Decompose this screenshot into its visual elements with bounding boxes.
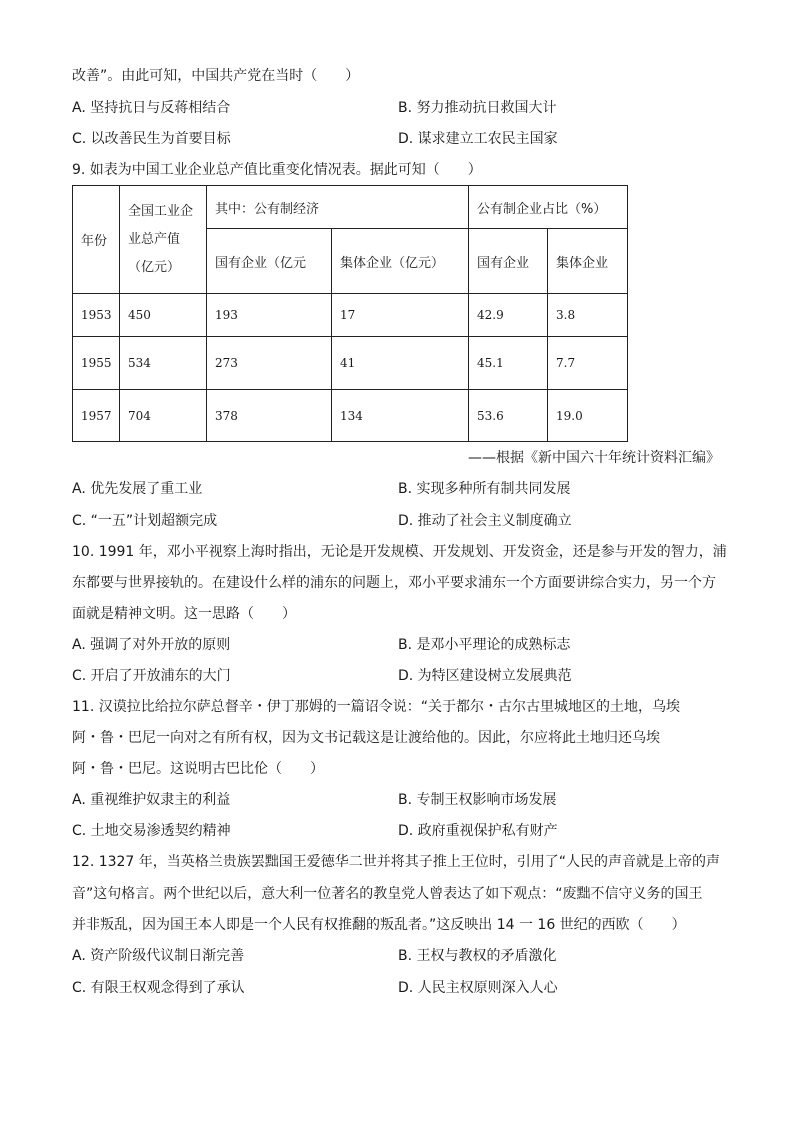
q9-option-b[interactable]: B. 实现多种所有制共同发展 bbox=[398, 481, 571, 497]
q8-option-d[interactable]: D. 谋求建立工农民主国家 bbox=[398, 131, 558, 147]
cell-collective-share: 7.7 bbox=[548, 337, 628, 390]
header-collective-output: 集体企业（亿元） bbox=[332, 229, 469, 294]
cell-collective: 134 bbox=[332, 390, 469, 442]
cell-state-share: 45.1 bbox=[469, 337, 548, 390]
header-year: 年份 bbox=[73, 186, 120, 294]
cell-year: 1953 bbox=[73, 294, 120, 337]
question-10-line-2: 东都要与世界接轨的。在建设什么样的浦东的问题上，邓小平要求浦东一个方面要讲综合实力，另一个方 bbox=[72, 575, 716, 591]
question-11-line-3: 阿・鲁・巴尼。这说明古巴比伦（ ） bbox=[72, 761, 324, 777]
question-10-line-3: 面就是精神文明。这一思路（ ） bbox=[72, 606, 296, 622]
question-9-stem: 9. 如表为中国工业企业总产值比重变化情况表。据此可知（ ） bbox=[72, 162, 482, 178]
q11-option-d[interactable]: D. 政府重视保护私有财产 bbox=[398, 823, 558, 839]
cell-year: 1955 bbox=[73, 337, 120, 390]
table-header-row-1 bbox=[73, 186, 628, 229]
q8-option-b[interactable]: B. 努力推动抗日救国大计 bbox=[398, 100, 557, 116]
cell-state-share: 53.6 bbox=[469, 390, 548, 442]
table-row bbox=[73, 294, 628, 337]
q12-option-b[interactable]: B. 王权与教权的矛盾激化 bbox=[398, 948, 557, 964]
question-8-stem-tail: 改善”。由此可知，中国共产党在当时（ ） bbox=[72, 68, 360, 84]
industry-output-table bbox=[72, 185, 628, 442]
q12-option-d[interactable]: D. 人民主权原则深入人心 bbox=[398, 980, 558, 996]
q10-option-d[interactable]: D. 为特区建设树立发展典范 bbox=[398, 668, 572, 684]
header-state-share: 国有企业 bbox=[469, 229, 548, 294]
question-12-line-3: 并非叛乱，因为国王本人即是一个人民有权推翻的叛乱者。”这反映出 14 一 16 世纪的西欧（ ） bbox=[72, 917, 686, 933]
q8-option-c[interactable]: C. 以改善民生为首要目标 bbox=[72, 131, 231, 147]
cell-state: 193 bbox=[207, 294, 332, 337]
q10-option-c[interactable]: C. 开启了开放浦东的大门 bbox=[72, 668, 231, 684]
q11-option-c[interactable]: C. 土地交易渗透契约精神 bbox=[72, 823, 231, 839]
q10-option-b[interactable]: B. 是邓小平理论的成熟标志 bbox=[398, 637, 571, 653]
cell-state: 378 bbox=[207, 390, 332, 442]
cell-state-share: 42.9 bbox=[469, 294, 548, 337]
q11-option-a[interactable]: A. 重视维护奴隶主的利益 bbox=[72, 792, 231, 808]
q8-option-a[interactable]: A. 坚持抗日与反蒋相结合 bbox=[72, 100, 231, 116]
header-total-line3: （亿元） bbox=[128, 259, 181, 275]
header-collective-share: 集体企业 bbox=[548, 229, 628, 294]
q11-option-b[interactable]: B. 专制王权影响市场发展 bbox=[398, 792, 557, 808]
question-11-line-2: 阿・鲁・巴尼一向对之有所有权，因为文书记载这是让渡给他的。因此，尔应将此土地归还乌埃 bbox=[72, 730, 660, 746]
cell-collective: 17 bbox=[332, 294, 469, 337]
cell-collective-share: 19.0 bbox=[548, 390, 628, 442]
header-public-share: 公有制企业占比（%） bbox=[469, 186, 628, 229]
table-row bbox=[73, 390, 628, 442]
cell-total: 450 bbox=[120, 294, 207, 337]
q9-option-d[interactable]: D. 推动了社会主义制度确立 bbox=[398, 513, 572, 529]
table-row bbox=[73, 337, 628, 390]
question-12-line-2: 音”这句格言。两个世纪以后，意大利一位著名的教皇党人曾表达了如下观点：“废黜不信守义务的国王 bbox=[72, 886, 703, 902]
question-10-line-1: 10. 1991 年，邓小平视察上海时指出，无论是开发规模、开发规划、开发资金，还是参与开发的智力，浦 bbox=[72, 544, 727, 560]
header-total-line1: 全国工业企 bbox=[128, 203, 194, 219]
q9-option-a[interactable]: A. 优先发展了重工业 bbox=[72, 481, 203, 497]
cell-collective-share: 3.8 bbox=[548, 294, 628, 337]
header-total-output bbox=[120, 186, 207, 294]
cell-collective: 41 bbox=[332, 337, 469, 390]
q9-option-c[interactable]: C. “一五”计划超额完成 bbox=[72, 513, 218, 529]
cell-total: 534 bbox=[120, 337, 207, 390]
question-11-line-1: 11. 汉谟拉比给拉尔萨总督辛・伊丁那姆的一篇诏令说：“关于都尔・古尔古里城地区的土地，乌埃 bbox=[72, 699, 680, 715]
question-12-line-1: 12. 1327 年，当英格兰贵族罢黜国王爱德华二世并将其子推上王位时，引用了“人民的声音就是上帝的声 bbox=[72, 854, 721, 870]
cell-year: 1957 bbox=[73, 390, 120, 442]
header-state-output: 国有企业（亿元 bbox=[207, 229, 332, 294]
q12-option-c[interactable]: C. 有限王权观念得到了承认 bbox=[72, 980, 245, 996]
cell-total: 704 bbox=[120, 390, 207, 442]
cell-state: 273 bbox=[207, 337, 332, 390]
header-public-economy: 其中：公有制经济 bbox=[207, 186, 469, 229]
q10-option-a[interactable]: A. 强调了对外开放的原则 bbox=[72, 637, 231, 653]
table-source-note: ——根据《新中国六十年统计资料汇编》 bbox=[468, 450, 720, 466]
header-total-line2: 业总产值 bbox=[128, 231, 181, 247]
q12-option-a[interactable]: A. 资产阶级代议制日渐完善 bbox=[72, 948, 245, 964]
